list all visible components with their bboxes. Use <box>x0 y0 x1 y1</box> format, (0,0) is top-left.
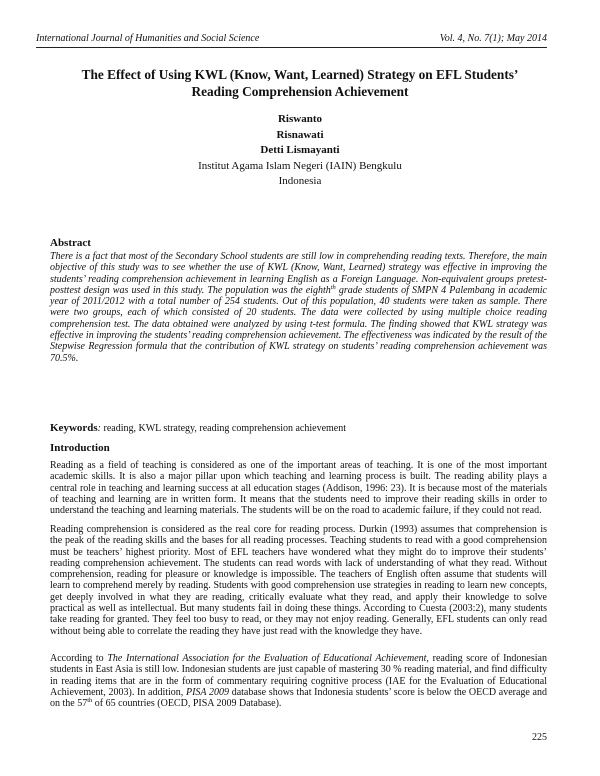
paragraph-part: of 65 countries (OECD, PISA 2009 Database). <box>92 698 282 710</box>
paragraph: Reading comprehension is considered as the real core for reading process. Durkin (1993) assumes that comprehension is the peak of the reading skills and the bases for all reading processes. Teaching students to read with a good comprehension must be teachers’ highest priority. Most of EFL teachers have wondered what they might do to improve their students’ reading comprehension achievement. The students can read words with lack of understanding of what they read. Without comprehension, reading for pleasure or knowledge is impossible. The teachers of English often assume that students will learn to comprehend merely by reading. Students with good comprehension use strategies in reading to learn new concepts, get deeply involved in what they are reading, critically evaluate what they read, and apply their knowledge to solve practical as well as intellectual. But many students fail in doing these things. According to Cuesta (2003:2), many students take reading for granted. They feel too busy to read, or they may not enjoy reading. Generally, EFL students can only read without being able to correlate the reading they have just read with the knowledge they have. <box>50 524 547 637</box>
introduction-heading: Introduction <box>50 442 110 454</box>
page-number: 225 <box>532 732 547 743</box>
paper-title <box>60 66 540 100</box>
paragraph-part: database shows that Indonesia students’ score is below the OECD average and on the 57 <box>50 686 547 710</box>
superscript: th <box>330 283 336 291</box>
abstract-text-part: There is a fact that most of the Secondary School students are still low in comprehending reading texts. Therefore, the main objective of this study was to see whether the use of KWL (Know, Want, Learned) strategy was effective in improving the students’ reading comprehension achievement in learning English as a Foreign Language. Non-equivalent groups pretest-posttest design was used in this study. The population was the eighth <box>50 251 547 296</box>
author-name: Riswanto <box>277 113 322 125</box>
journal-name: International Journal of Humanities and Social Science <box>36 33 260 44</box>
database-name: PISA 2009 <box>185 686 230 698</box>
header-rule <box>36 47 547 48</box>
paragraph-part: reading score of Indonesian students in East Asia is still low. Indonesian students are just capable of mastering 30 % reading material, and find difficulty in reading items that are in the form of commentary requiring cognitive process (IAE for the Evaluation of Educational Achievement, 2003). In addition, <box>50 653 547 698</box>
abstract-heading: Abstract <box>50 237 91 249</box>
keywords-text: reading, KWL strategy, reading comprehension achievement <box>103 423 347 434</box>
author-institution: Institut Agama Islam Negeri (IAIN) Bengkulu <box>198 159 402 172</box>
author-block <box>100 112 500 190</box>
paragraph <box>50 653 547 709</box>
title-line-1: The Effect of Using KWL (Know, Want, Learned) Strategy on EFL Students’ <box>81 67 519 82</box>
title-line-2: Reading Comprehension Achievement <box>191 84 409 99</box>
author-name: Detti Lismayanti <box>260 144 340 156</box>
paragraph-part: According to <box>50 653 108 664</box>
keywords-line <box>50 423 547 434</box>
issue-info: Vol. 4, No. 7(1); May 2014 <box>439 33 547 44</box>
author-country: Indonesia <box>278 175 322 187</box>
author-name: Risnawati <box>276 128 324 141</box>
keywords-separator: : <box>97 423 104 434</box>
paragraph: Reading as a field of teaching is considered as one of the important areas of teaching. It is one of the most important academic skills. It is also a major pillar upon which teaching and learning process is built. The reading ability plays a central role in teaching and learning success at all education stages (Addison, 1996: 23). It is because most of the materials of teaching and learning are in written form. It means that the students need to improve their reading skills in order to understand the teaching and learning materials. The students will be on the road to academic failure, if they could not read. <box>50 460 547 517</box>
keywords-label: Keywords <box>50 422 98 434</box>
superscript: th <box>87 697 93 705</box>
abstract-text-part: grade students of SMPN 4 Palembang in academic year of 2011/2012 with a total number of 254 students. Out of this population, 40 students were taken as sample. There were two groups, each of which consisted of 20 students. The data were collected by using multiple choice reading comprehension test. The data obtained were analyzed by using t-test formula. The finding showed that KWL strategy was effective in improving the students’ reading comprehension achievement. The effectiveness was indicated by the result of the Stepwise Regression formula that the contribution of KWL strategy on students’ reading comprehension achievement was 70.5%. <box>50 284 547 364</box>
abstract-text <box>50 251 547 364</box>
citation-title: The International Association for the Evaluation of Educational Achievement, <box>107 653 429 664</box>
running-header <box>36 33 547 45</box>
